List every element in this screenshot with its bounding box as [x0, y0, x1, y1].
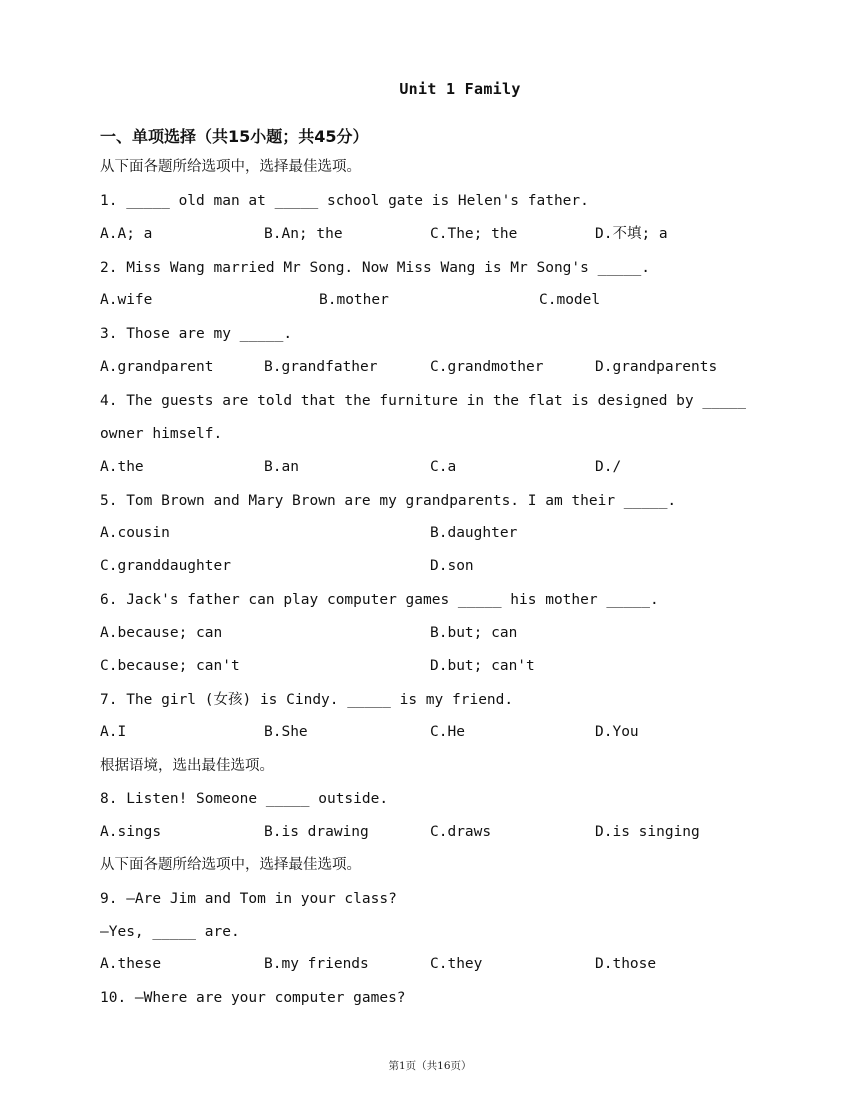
page-footer: 第1页（共16页）	[388, 1060, 472, 1072]
option-a: A.grandparent	[100, 359, 214, 375]
question-5-options-row1	[100, 523, 740, 543]
option-a: A.because; can	[100, 625, 223, 641]
option-c: C.He	[430, 724, 465, 740]
option-c: C.because; can't	[100, 658, 240, 674]
option-c: C.The; the	[430, 226, 518, 242]
question-2-stem: 2. Miss Wang married Mr Song. Now Miss Wang is Mr Song's _____.	[100, 260, 650, 276]
option-d: D.but; can't	[430, 658, 535, 674]
option-c: C.a	[430, 459, 457, 475]
option-b: B.grandfather	[264, 359, 378, 375]
question-7-options	[100, 722, 740, 742]
option-b: B.is drawing	[264, 824, 369, 840]
option-c: C.granddaughter	[100, 558, 231, 574]
question-3-stem: 3. Those are my _____.	[100, 326, 293, 342]
question-10-stem: 10. —Where are your computer games?	[100, 990, 406, 1006]
option-b: B.my friends	[264, 956, 369, 972]
question-6-options-row2	[100, 656, 740, 676]
question-8-stem: 8. Listen! Someone _____ outside.	[100, 791, 389, 807]
option-a: A.wife	[100, 292, 153, 308]
question-5-stem: 5. Tom Brown and Mary Brown are my grandparents. I am their _____.	[100, 493, 677, 509]
question-9-stem-continued: —Yes, _____ are.	[100, 924, 240, 940]
option-d: D.is singing	[595, 824, 700, 840]
option-a: A.cousin	[100, 525, 170, 541]
option-b: B.She	[264, 724, 308, 740]
option-c: C.model	[539, 292, 601, 308]
instruction-text: 从下面各题所给选项中，选择最佳选项。	[100, 857, 361, 873]
question-5-options-row2	[100, 556, 740, 576]
option-a: A.I	[100, 724, 127, 740]
question-6-stem: 6. Jack's father can play computer games _____ his mother _____.	[100, 592, 659, 608]
instruction-text: 从下面各题所给选项中，选择最佳选项。	[100, 159, 361, 175]
question-8-options	[100, 822, 740, 842]
option-c: C.draws	[430, 824, 492, 840]
option-b: B.mother	[319, 292, 389, 308]
option-d: D.You	[595, 724, 639, 740]
option-a: A.A; a	[100, 226, 153, 242]
question-4-stem: 4. The guests are told that the furniture in the flat is designed by _____	[100, 393, 747, 409]
option-d: D.grandparents	[595, 359, 718, 375]
option-a: A.the	[100, 459, 144, 475]
option-a: A.sings	[100, 824, 162, 840]
question-9-stem: 9. —Are Jim and Tom in your class?	[100, 891, 397, 907]
option-d: D./	[595, 459, 622, 475]
question-9-options	[100, 954, 740, 974]
question-4-stem-continued: owner himself.	[100, 426, 223, 442]
question-4-options	[100, 457, 740, 477]
option-d: D.不填; a	[595, 226, 668, 242]
option-d: D.those	[595, 956, 657, 972]
option-b: B.An; the	[264, 226, 343, 242]
section-heading: 一、单项选择（共15小题；共45分）	[100, 127, 369, 146]
option-b: B.but; can	[430, 625, 518, 641]
option-d: D.son	[430, 558, 474, 574]
question-1-stem: 1. _____ old man at _____ school gate is Helen's father.	[100, 193, 589, 209]
instruction-text: 根据语境，选出最佳选项。	[100, 758, 274, 774]
option-a: A.these	[100, 956, 162, 972]
question-6-options-row1	[100, 623, 740, 643]
option-b: B.daughter	[430, 525, 518, 541]
option-b: B.an	[264, 459, 299, 475]
question-7-stem: 7. The girl (女孩) is Cindy. _____ is my friend.	[100, 692, 514, 708]
question-1-options	[100, 224, 740, 244]
question-2-options	[100, 290, 740, 310]
question-3-options	[100, 357, 740, 377]
option-c: C.grandmother	[430, 359, 544, 375]
option-c: C.they	[430, 956, 483, 972]
document-title: Unit 1 Family	[399, 80, 521, 98]
